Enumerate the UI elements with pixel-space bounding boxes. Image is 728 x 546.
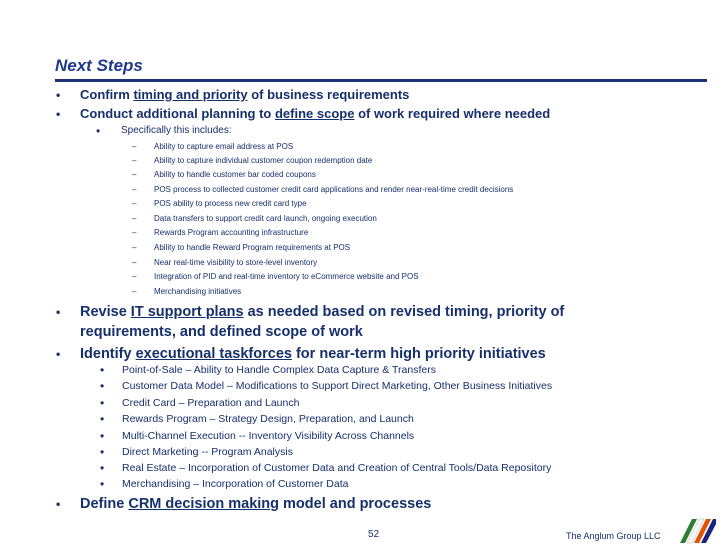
sub-item	[132, 271, 419, 282]
taskforce-text: Multi-Channel Execution -- Inventory Visibility Across Channels	[122, 430, 415, 442]
bullet-dot-icon: •	[100, 363, 105, 377]
dash-icon: –	[132, 258, 137, 267]
sub-item	[132, 213, 377, 224]
taskforce-item	[100, 460, 551, 476]
bullet-conduct	[56, 106, 640, 122]
company-logo-icon	[678, 518, 716, 544]
company-name: The Anglum Group LLC	[566, 531, 661, 541]
page-title: Next Steps	[55, 56, 143, 75]
taskforce-item	[100, 395, 299, 411]
bullet-revise-post: as needed based on revised timing, priority of requirements, and defined scope of work	[80, 304, 565, 340]
bullet-conduct-pre: Conduct additional planning to	[80, 106, 275, 121]
dash-icon: –	[132, 142, 137, 151]
sub-item-text: Ability to handle customer bar coded coupons	[154, 170, 316, 179]
sub-item	[132, 155, 372, 166]
taskforce-text: Direct Marketing -- Program Analysis	[122, 446, 293, 458]
taskforce-item	[100, 411, 414, 427]
link-crm-decision-making[interactable]: CRM decision making	[128, 496, 280, 512]
bullet-dot-icon: •	[56, 305, 61, 319]
dash-icon: –	[132, 185, 137, 194]
sub-item	[132, 227, 308, 238]
dash-icon: –	[132, 214, 137, 223]
bullet-dot-icon: •	[56, 347, 61, 361]
sub-item-text: POS ability to process new credit card type	[154, 199, 307, 208]
bullet-define-post: model and processes	[279, 496, 432, 512]
taskforce-text: Point-of-Sale – Ability to Handle Complex Data Capture & Transfers	[122, 364, 436, 376]
sub-item-text: Data transfers to support credit card launch, ongoing execution	[154, 214, 377, 223]
sub-item	[132, 141, 293, 152]
page-number: 52	[368, 529, 380, 540]
sub-item-text: Ability to capture individual customer coupon redemption date	[154, 156, 373, 165]
bullet-dot-icon: •	[100, 412, 105, 426]
dash-icon: –	[132, 199, 137, 208]
bullet-specifically	[96, 124, 232, 138]
link-it-support-plans[interactable]: IT support plans	[130, 304, 244, 320]
sub-item-text: Integration of PID and real-time inventory to eCommerce website and POS	[154, 272, 419, 281]
taskforce-text: Merchandising – Incorporation of Customer Data	[122, 478, 349, 490]
dash-icon: –	[132, 287, 137, 296]
bullet-define	[56, 494, 640, 514]
bullet-identify	[56, 344, 640, 364]
sub-item-text: POS process to collected customer credit card applications and render near-real-time credit decisions	[154, 185, 514, 194]
bullet-identify-post: for near-term high priority initiatives	[291, 346, 546, 362]
bullet-dot-icon: •	[96, 124, 101, 138]
link-timing-and-priority[interactable]: timing and priority	[133, 87, 248, 102]
taskforce-item	[100, 428, 414, 444]
bullet-conduct-post: of work required where needed	[354, 106, 551, 121]
bullet-revise	[56, 302, 620, 342]
taskforce-text: Rewards Program – Strategy Design, Preparation, and Launch	[122, 413, 414, 425]
bullet-confirm-post: of business requirements	[247, 87, 410, 102]
sub-item	[132, 242, 350, 253]
dash-icon: –	[132, 272, 137, 281]
sub-item	[132, 257, 317, 268]
taskforce-text: Real Estate – Incorporation of Customer Data and Creation of Central Tools/Data Repository	[122, 462, 552, 474]
sub-item	[132, 184, 513, 195]
sub-item	[132, 198, 307, 209]
taskforce-text: Customer Data Model – Modifications to Support Direct Marketing, Other Business Initiatives	[122, 380, 553, 392]
taskforce-item	[100, 378, 552, 394]
bullet-specifically-text: Specifically this includes:	[121, 125, 232, 136]
bullet-dot-icon: •	[100, 396, 105, 410]
taskforce-item	[100, 362, 436, 378]
taskforce-item	[100, 476, 348, 492]
sub-item-text: Ability to handle Reward Program requirements at POS	[154, 243, 351, 252]
bullet-dot-icon: •	[100, 477, 105, 491]
dash-icon: –	[132, 156, 137, 165]
sub-item-text: Merchandising initiatives	[154, 287, 242, 296]
bullet-define-pre: Define	[80, 496, 129, 512]
sub-item-text: Ability to capture email address at POS	[154, 142, 294, 151]
title-rule	[55, 79, 707, 82]
link-define-scope[interactable]: define scope	[274, 106, 355, 121]
link-executional-taskforces[interactable]: executional taskforces	[135, 346, 292, 362]
sub-item	[132, 169, 316, 180]
sub-item-text: Near real-time visibility to store-level inventory	[154, 258, 318, 267]
bullet-dot-icon: •	[56, 88, 61, 102]
bullet-dot-icon: •	[100, 379, 105, 393]
dash-icon: –	[132, 170, 137, 179]
bullet-dot-icon: •	[100, 429, 105, 443]
sub-item-text: Rewards Program accounting infrastructure	[154, 228, 309, 237]
bullet-revise-pre: Revise	[80, 304, 131, 320]
taskforce-item	[100, 444, 293, 460]
bullet-dot-icon: •	[100, 445, 105, 459]
bullet-identify-pre: Identify	[80, 346, 136, 362]
dash-icon: –	[132, 243, 137, 252]
taskforce-text: Credit Card – Preparation and Launch	[122, 397, 300, 409]
sub-item	[132, 286, 241, 297]
bullet-confirm-pre: Confirm	[80, 87, 134, 102]
dash-icon: –	[132, 228, 137, 237]
bullet-dot-icon: •	[56, 497, 61, 511]
bullet-confirm	[56, 87, 640, 103]
bullet-dot-icon: •	[56, 107, 61, 121]
bullet-dot-icon: •	[100, 461, 105, 475]
